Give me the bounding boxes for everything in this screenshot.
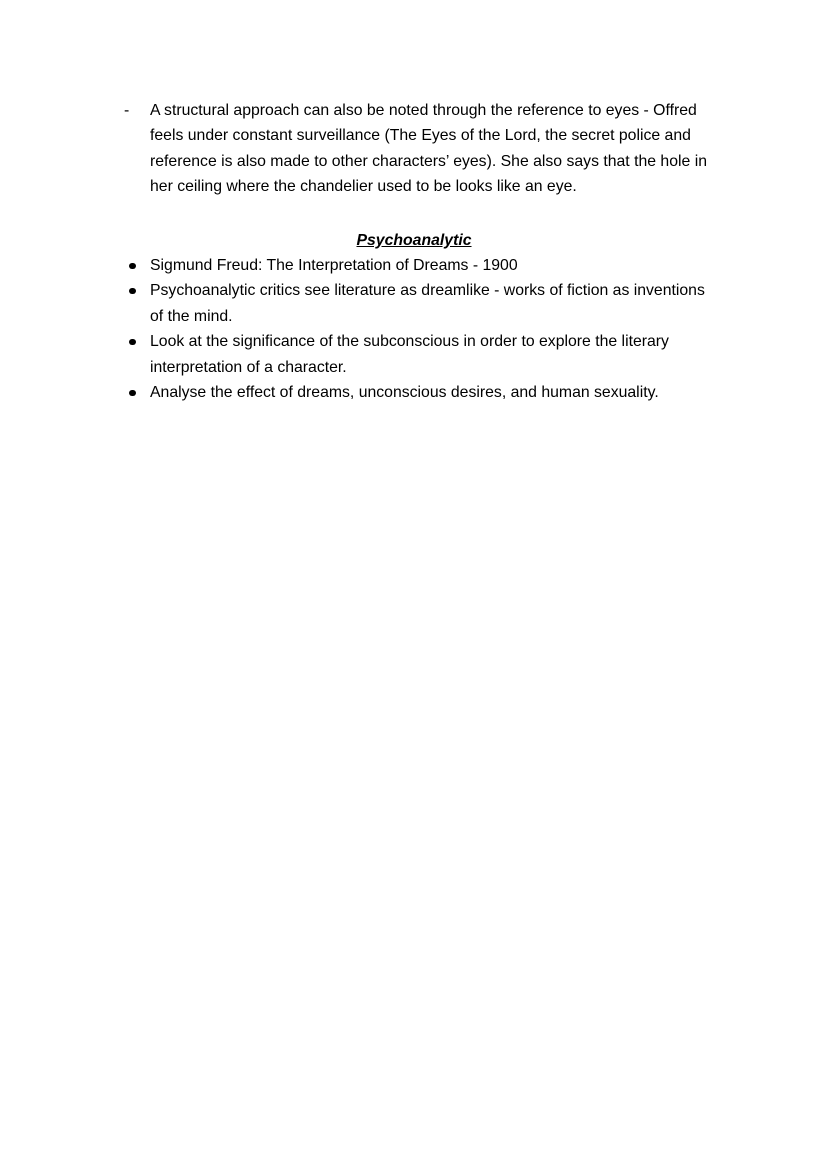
list-item — [116, 329, 712, 380]
list-item — [116, 253, 712, 278]
dash-marker: - — [124, 102, 130, 119]
bullet-text: Look at the significance of the subconscious in order to explore the literary interpretation of a character. — [150, 333, 669, 376]
bullet-text: Analyse the effect of dreams, unconscious desires, and human sexuality. — [150, 384, 659, 402]
section-heading: Psychoanalytic — [356, 231, 472, 249]
bullet-text: Psychoanalytic critics see literature as dreamlike - works of fiction as inventions of the mind. — [150, 282, 705, 325]
list-item — [116, 380, 712, 405]
bullet-text: Sigmund Freud: The Interpretation of Dreams - 1900 — [150, 257, 518, 275]
list-item — [116, 278, 712, 329]
list-item — [116, 98, 712, 200]
bullet-list — [116, 253, 712, 405]
paragraph-text: A structural approach can also be noted through the reference to eyes - Offred feels under constant surveillance (The Eyes of the Lord, the secret police and reference is also made to other characters’ eyes). She also says that the hole in her ceiling where the chandelier used to be looks like an eye. — [150, 102, 707, 196]
